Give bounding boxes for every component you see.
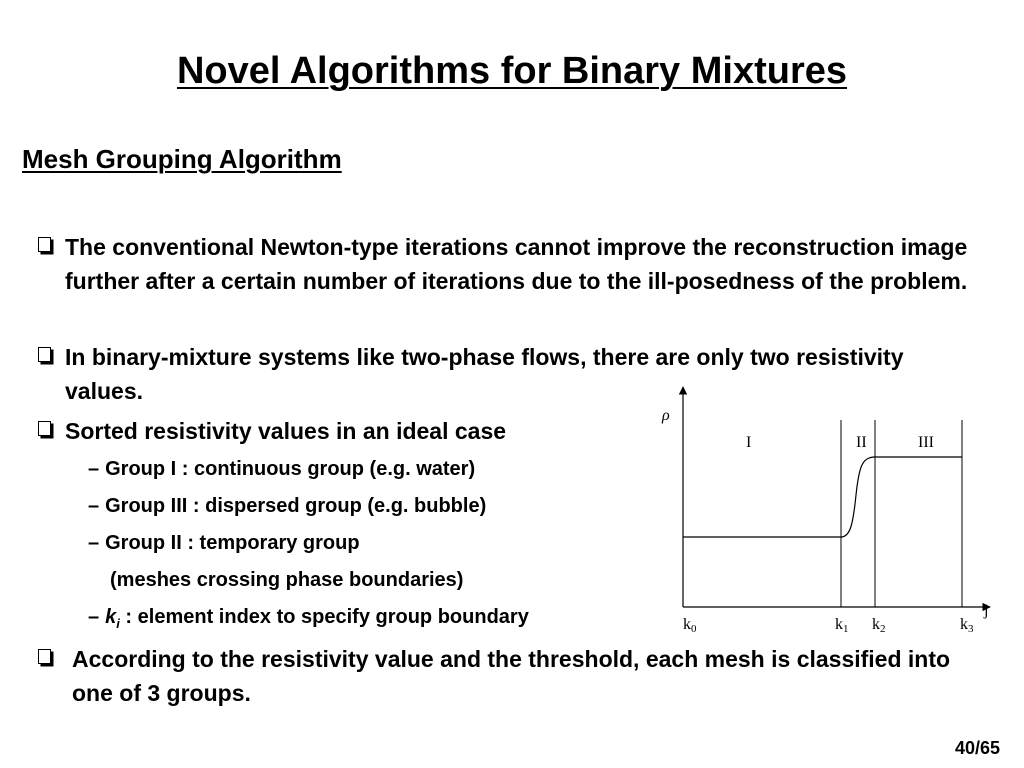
checkbox-bullet-icon (38, 237, 51, 252)
bullet-text: Sorted resistivity values in an ideal case (65, 418, 507, 444)
checkbox-bullet-icon (38, 421, 51, 436)
sub-item-group-2-continuation: (meshes crossing phase boundaries) (110, 569, 464, 591)
tick-label-k2: k2 (872, 616, 886, 635)
bullet-classification (38, 642, 978, 710)
region-label-2: II (856, 434, 867, 451)
sub-item-group-2 (88, 529, 360, 557)
sub-item-text: : element index to specify group boundary (119, 606, 529, 628)
sub-item-group-3 (88, 492, 486, 520)
tick-label-k0: k0 (683, 616, 697, 635)
dash-marker: – (88, 606, 100, 628)
bullet-newton-iterations (38, 230, 978, 298)
tick-label-k1: k1 (835, 616, 849, 635)
region-label-3: III (918, 434, 934, 451)
slide-title: Novel Algorithms for Binary Mixtures (176, 50, 848, 92)
checkbox-bullet-icon (38, 347, 51, 362)
sub-item-text: Group II : temporary group (105, 532, 360, 554)
sub-item-ki (88, 603, 529, 638)
bullet-text: According to the resistivity value and the threshold, each mesh is classified into one of 3 groups. (72, 646, 951, 706)
tick-label-k3: k3 (960, 616, 974, 635)
section-subtitle: Mesh Grouping Algorithm (22, 144, 342, 174)
dash-marker: – (88, 495, 100, 517)
sub-item-group-1 (88, 455, 475, 483)
sub-item-text: Group I : continuous group (e.g. water) (105, 458, 476, 480)
dash-marker: – (88, 532, 100, 554)
region-label-1: I (746, 434, 752, 451)
sub-item-text: Group III : dispersed group (e.g. bubble) (105, 495, 487, 517)
resistivity-curve (683, 457, 962, 537)
dash-marker: – (88, 458, 100, 480)
ki-symbol: $k_i$ (105, 606, 120, 631)
y-axis-label: ρ (662, 407, 670, 424)
page-number: 40/65 (954, 738, 1000, 758)
resistivity-diagram (650, 375, 1010, 645)
bullet-text: In binary-mixture systems like two-phase flows, there are only two resistivity values. (65, 344, 904, 404)
bullet-text: The conventional Newton-type iterations cannot improve the reconstruction image further after a certain number of iterations due to the ill-posedness of the problem. (65, 234, 968, 294)
x-axis-label: j (984, 602, 989, 619)
checkbox-bullet-icon (38, 649, 51, 664)
